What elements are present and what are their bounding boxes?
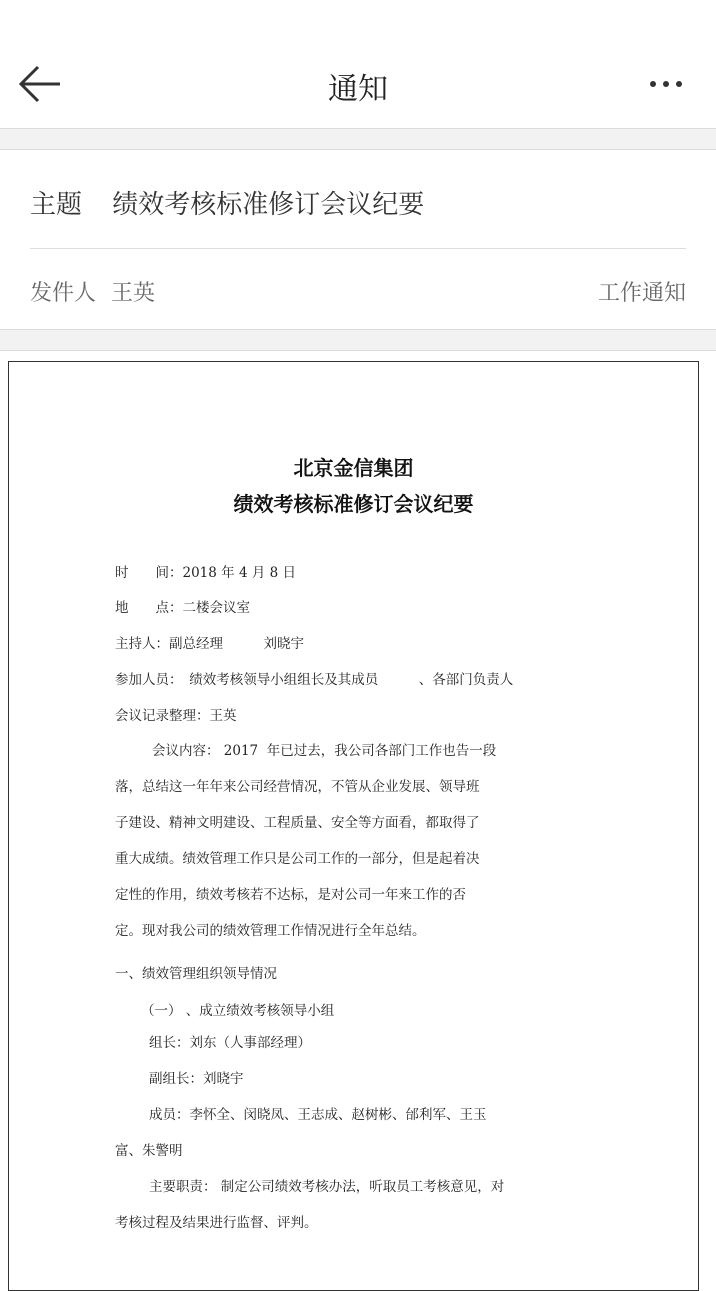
doc-line: 一、绩效管理组织领导情况 (115, 966, 277, 982)
subject-value: 绩效考核标准修订会议纪要 (112, 190, 425, 220)
document-preview[interactable] (8, 361, 699, 1291)
doc-line: 地 点：二楼会议室 (115, 600, 250, 616)
divider-band (0, 128, 716, 150)
sender-label: 发件人 (30, 281, 97, 306)
notice-category: 工作通知 (597, 281, 686, 306)
doc-title-line: 绩效考核标准修订会议纪要 (233, 492, 474, 516)
doc-title-line: 北京金信集团 (293, 456, 414, 480)
sender-row (30, 276, 155, 307)
doc-line: 组长：刘东（人事部经理） (149, 1035, 311, 1051)
doc-line: 定性的作用，绩效考核若不达标，是对公司一年来工作的否 (115, 887, 466, 903)
doc-line: 落，总结这一年年来公司经营情况，不管从企业发展、领导班 (115, 779, 480, 795)
doc-line: 重大成绩。绩效管理工作只是公司工作的一部分，但是起着决 (115, 851, 480, 867)
subject-label: 主题 (30, 190, 83, 220)
more-dots-icon (646, 70, 686, 98)
divider (30, 248, 686, 249)
doc-line: 时 间：2018 年 4 月 8 日 (115, 565, 296, 581)
doc-line: 定。现对我公司的绩效管理工作情况进行全年总结。 (115, 923, 426, 939)
page-title: 通知 (328, 72, 388, 107)
doc-line: 成员：李怀全、闵晓凤、王志成、赵树彬、邰利军、王玉 (149, 1107, 487, 1123)
doc-line: （一） 、成立绩效考核领导小组 (141, 1003, 335, 1019)
doc-line: 子建设、精神文明建设、工程质量、安全等方面看，都取得了 (115, 815, 480, 831)
doc-line: 考核过程及结果进行监督、评判。 (115, 1215, 318, 1231)
more-options-button[interactable] (646, 70, 686, 98)
doc-line: 主持人：副总经理 刘晓宇 (115, 636, 304, 652)
doc-line: 会议内容： 2017 年已过去，我公司各部门工作也告一段 (152, 743, 497, 759)
sender-name: 王英 (111, 281, 156, 306)
subject-row (30, 184, 424, 221)
doc-line: 参加人员： 绩效考核领导小组组长及其成员 、各部门负责人 (115, 672, 514, 688)
doc-line: 会议记录整理：王英 (115, 708, 237, 724)
doc-line: 副组长：刘晓宇 (149, 1071, 244, 1087)
doc-line: 富、朱警明 (115, 1143, 183, 1159)
divider-band (0, 329, 716, 351)
doc-line: 主要职责： 制定公司绩效考核办法，听取员工考核意见，对 (149, 1179, 505, 1195)
